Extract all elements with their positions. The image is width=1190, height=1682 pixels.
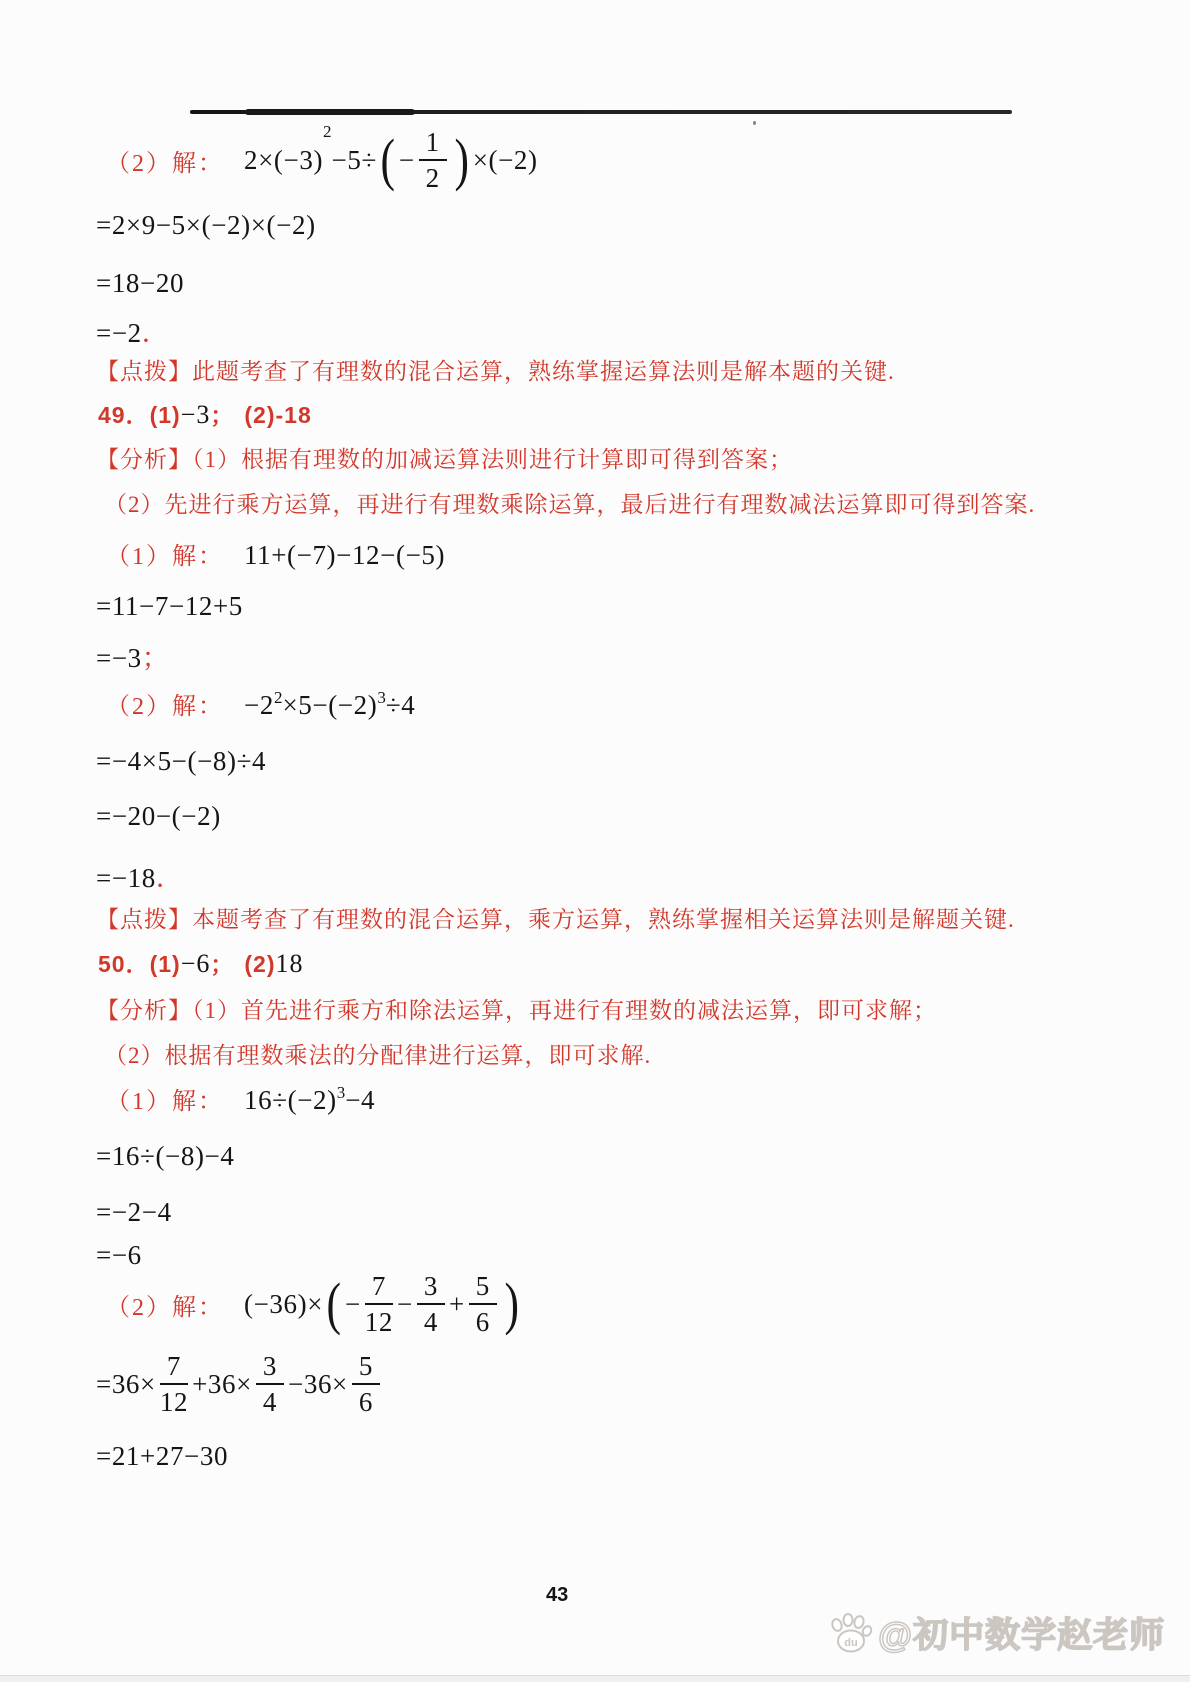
p49-part1-expression-line bbox=[106, 536, 445, 571]
p50-step: =16÷(−8)−4 bbox=[96, 1141, 235, 1171]
p49-step: =−20−(−2) bbox=[96, 801, 221, 831]
close-paren: ) bbox=[454, 127, 470, 193]
expr-segment: =−18 bbox=[96, 863, 156, 893]
numerator: 3 bbox=[417, 1272, 445, 1305]
denominator: 2 bbox=[425, 163, 440, 194]
separator: ； bbox=[210, 402, 235, 428]
p49-analysis-1: 【分析】（1）根据有理数的加减运算法则进行计算即可得到答案； bbox=[96, 447, 793, 472]
p50-answer-line bbox=[98, 946, 304, 979]
p50-part2-expression-line bbox=[106, 1272, 523, 1337]
scan-artifact-dot bbox=[753, 121, 756, 125]
p49-step bbox=[96, 636, 169, 675]
part-label: (1) bbox=[149, 951, 181, 977]
fraction bbox=[417, 1272, 445, 1337]
baidu-paw-icon bbox=[828, 1612, 874, 1654]
p50-analysis-1: 【分析】（1）首先进行乘方和除法运算，再进行有理数的减法运算，即可求解； bbox=[96, 998, 937, 1023]
numerator: 5 bbox=[469, 1272, 497, 1305]
denominator: 12 bbox=[364, 1307, 393, 1338]
expr-segment: −5÷ bbox=[331, 144, 377, 175]
part-label: (2)-18 bbox=[244, 402, 312, 428]
operator: + bbox=[448, 1288, 465, 1319]
numerator: 5 bbox=[352, 1352, 380, 1385]
expr-segment: ×5−(−2) bbox=[282, 690, 378, 720]
problem-number: 50． bbox=[98, 951, 150, 977]
answer-value: −6 bbox=[180, 949, 211, 978]
expr-segment: −2 bbox=[244, 690, 274, 720]
p50-step: =−6 bbox=[96, 1240, 142, 1270]
fraction bbox=[469, 1272, 497, 1337]
solve-label: （1）解： bbox=[106, 544, 224, 570]
expr-segment: 16÷(−2) bbox=[244, 1085, 337, 1115]
fraction bbox=[365, 1272, 393, 1337]
expr-segment: −4 bbox=[345, 1085, 376, 1115]
watermark bbox=[828, 1608, 1165, 1658]
p49-answer-line bbox=[98, 397, 312, 430]
expr-segment: =−3 bbox=[96, 643, 142, 673]
minus-sign: − bbox=[344, 1288, 361, 1319]
denominator: 4 bbox=[423, 1307, 438, 1338]
p49-step bbox=[96, 856, 183, 895]
operator: +36× bbox=[192, 1368, 252, 1399]
p49-step: =11−7−12+5 bbox=[96, 591, 243, 621]
p48-part2-expression-line bbox=[106, 122, 538, 194]
p50-step-fractions bbox=[96, 1352, 384, 1417]
separator: ； bbox=[210, 951, 235, 977]
expr-segment: 11+(−7)−12−(−5) bbox=[244, 540, 446, 570]
top-divider-line bbox=[190, 110, 1012, 114]
part-label: (2) bbox=[244, 951, 276, 977]
denominator: 12 bbox=[159, 1387, 189, 1418]
page-number: 43 bbox=[546, 1584, 569, 1606]
expr-segment: 2×(−3) bbox=[244, 144, 324, 175]
answer-value: −3 bbox=[180, 400, 211, 429]
solve-label: （1）解： bbox=[106, 1089, 224, 1115]
part-label: (1) bbox=[149, 402, 181, 428]
open-paren: ( bbox=[380, 127, 396, 193]
solve-label: （2）解： bbox=[106, 150, 224, 177]
p50-part1-expression-line bbox=[106, 1081, 375, 1116]
p50-step: =21+27−30 bbox=[96, 1441, 229, 1471]
p49-part2-expression-line bbox=[106, 686, 415, 721]
operator: − bbox=[397, 1288, 413, 1319]
denominator: 4 bbox=[262, 1387, 278, 1418]
bottom-edge-strip bbox=[0, 1675, 1190, 1682]
solve-label: （2）解： bbox=[106, 1294, 224, 1321]
open-paren: ( bbox=[326, 1271, 342, 1337]
p49-note: 【点拨】本题考查了有理数的混合运算，乘方运算，熟练掌握相关运算法则是解题关键. bbox=[96, 907, 1015, 932]
p48-step: =18−20 bbox=[96, 268, 185, 298]
p48-step bbox=[96, 311, 169, 350]
answer-value: 18 bbox=[275, 949, 304, 978]
fraction bbox=[352, 1352, 380, 1417]
problem-number: 49． bbox=[98, 402, 150, 428]
fraction bbox=[160, 1352, 188, 1417]
exponent: 2 bbox=[273, 688, 283, 707]
numerator: 3 bbox=[256, 1352, 284, 1385]
end-punctuation: ． bbox=[141, 318, 170, 348]
exponent: 3 bbox=[377, 688, 386, 707]
p50-analysis-2: （2）根据有理数乘法的分配律进行运算，即可求解. bbox=[104, 1043, 652, 1068]
expr-segment: =−2 bbox=[96, 318, 142, 348]
solve-label: （2）解： bbox=[106, 694, 224, 720]
fraction bbox=[256, 1352, 284, 1417]
denominator: 6 bbox=[358, 1387, 373, 1418]
denominator: 6 bbox=[475, 1307, 490, 1338]
expr-segment: (−36)× bbox=[244, 1288, 324, 1319]
svg-text:du: du bbox=[844, 1637, 858, 1649]
p48-step: =2×9−5×(−2)×(−2) bbox=[96, 210, 316, 240]
expr-segment: ×(−2) bbox=[472, 144, 538, 175]
p49-step: =−4×5−(−8)÷4 bbox=[96, 746, 267, 776]
fraction bbox=[419, 128, 447, 193]
p50-step: =−2−4 bbox=[96, 1197, 172, 1227]
expr-segment: ÷4 bbox=[385, 690, 416, 720]
end-punctuation: ； bbox=[141, 643, 170, 673]
close-paren: ) bbox=[504, 1271, 520, 1337]
end-punctuation: ． bbox=[155, 863, 184, 893]
p49-analysis-2: （2）先进行乘方运算，再进行有理数乘除运算，最后进行有理数减法运算即可得到答案. bbox=[104, 492, 1036, 517]
expr-segment: =36× bbox=[96, 1368, 156, 1399]
operator: −36× bbox=[288, 1368, 348, 1399]
numerator: 7 bbox=[160, 1352, 188, 1385]
minus-sign: − bbox=[398, 144, 415, 175]
p48-note: 【点拨】此题考查了有理数的混合运算，熟练掌握运算法则是解本题的关键. bbox=[96, 359, 895, 384]
exponent: 2 bbox=[323, 122, 332, 142]
numerator: 7 bbox=[365, 1272, 393, 1305]
watermark-text: @初中数学赵老师 bbox=[878, 1616, 1166, 1655]
exponent: 3 bbox=[336, 1083, 346, 1102]
numerator: 1 bbox=[419, 128, 447, 161]
